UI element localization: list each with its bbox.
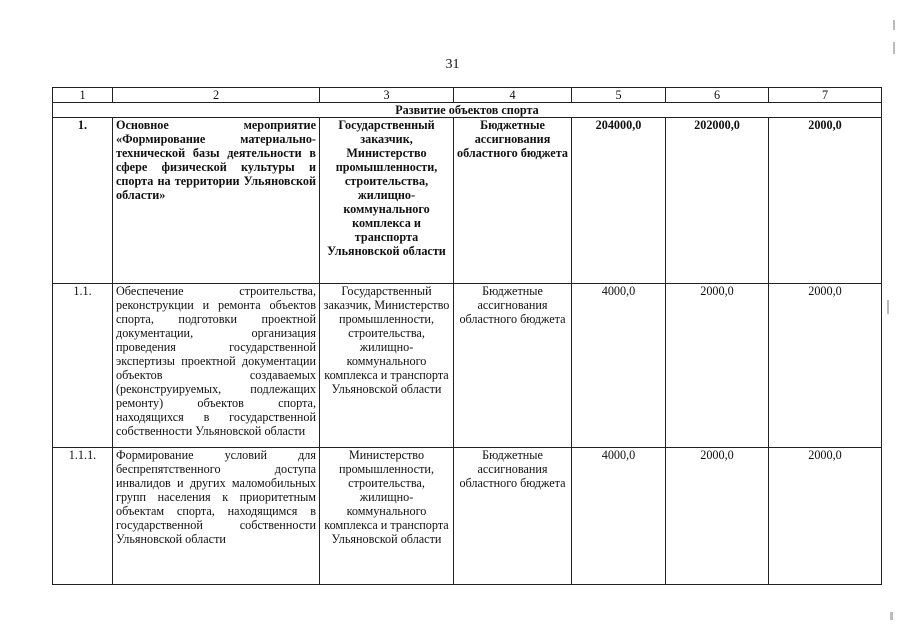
column-number-cell: 2 [113, 88, 320, 103]
table-row [53, 118, 882, 284]
row-description: Основное мероприятие «Формирование материально-технической базы деятельности в сфере физической культуры и спорта на территории Ульяновской области» [113, 118, 320, 284]
row-year-1: 2000,0 [666, 284, 769, 448]
row-description: Формирование условий для беспрепятственного доступа инвалидов и других маломобильных групп населения к приоритетным объектам спорта, находящимся в государственной собственности Ульяновской области [113, 448, 320, 585]
row-funding-source: Бюджетные ассигнования областного бюджета [454, 448, 572, 585]
scan-mark [893, 20, 895, 30]
table-row [53, 448, 882, 585]
row-total: 204000,0 [572, 118, 666, 284]
row-number: 1. [53, 118, 113, 284]
row-funding-source: Бюджетные ассигнования областного бюджета [454, 284, 572, 448]
section-title: Развитие объектов спорта [53, 103, 882, 118]
row-year-2: 2000,0 [769, 448, 882, 585]
section-row [53, 103, 882, 118]
row-description: Обеспечение строительства, реконструкции и ремонта объектов спорта, подготовки проектной документации, организация проведения государственной экспертизы проектной документации объектов создаваемых (реконструируемых, подлежащих ремонту) объектов спорта, находящихся в государственной собственности Ульяновской области [113, 284, 320, 448]
row-total: 4000,0 [572, 448, 666, 585]
scan-mark [893, 42, 895, 54]
row-responsible: Государственный заказчик, Министерство промышленности, строительства, жилищно-коммунального комплекса и транспорта Ульяновской области [320, 118, 454, 284]
row-year-2: 2000,0 [769, 284, 882, 448]
column-number-cell: 7 [769, 88, 882, 103]
column-number-cell: 6 [666, 88, 769, 103]
scan-mark [890, 612, 893, 620]
row-year-2: 2000,0 [769, 118, 882, 284]
row-funding-source: Бюджетные ассигнования областного бюджета [454, 118, 572, 284]
row-year-1: 202000,0 [666, 118, 769, 284]
column-number-cell: 5 [572, 88, 666, 103]
column-number-row [53, 88, 882, 103]
row-total: 4000,0 [572, 284, 666, 448]
row-responsible: Министерство промышленности, строительства, жилищно-коммунального комплекса и транспорта Ульяновской области [320, 448, 454, 585]
scan-mark [887, 300, 889, 314]
row-number: 1.1. [53, 284, 113, 448]
page-number: 31 [445, 57, 460, 72]
table-row [53, 284, 882, 448]
row-responsible: Государственный заказчик, Министерство промышленности, строительства, жилищно-коммунального комплекса и транспорта Ульяновской области [320, 284, 454, 448]
row-number: 1.1.1. [53, 448, 113, 585]
column-number-cell: 1 [53, 88, 113, 103]
column-number-cell: 3 [320, 88, 454, 103]
column-number-cell: 4 [454, 88, 572, 103]
row-year-1: 2000,0 [666, 448, 769, 585]
program-table [52, 87, 882, 585]
